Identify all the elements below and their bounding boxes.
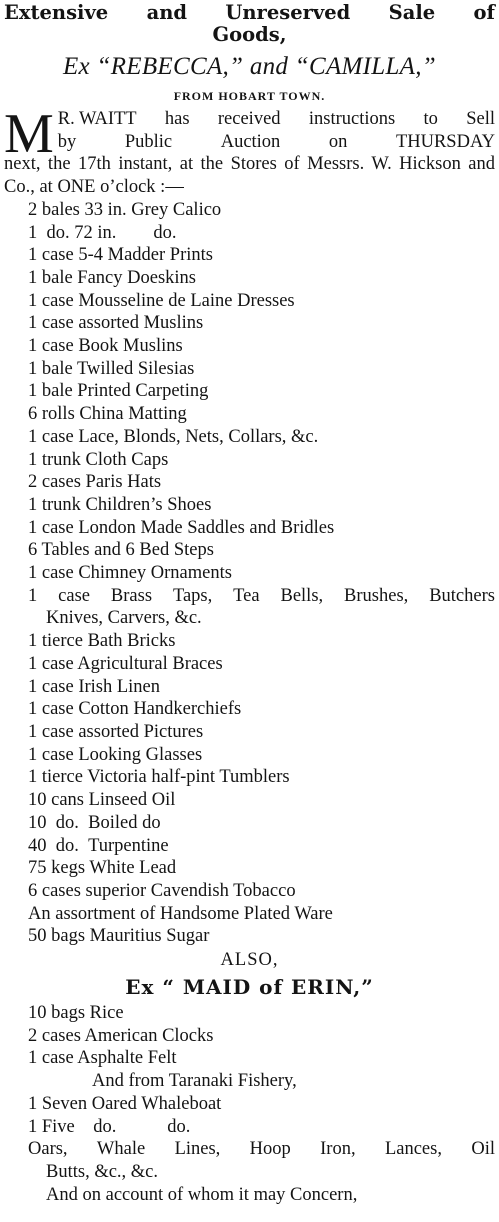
list-item: 2 bales 33 in. Grey Calico — [28, 199, 222, 220]
list-item: 1 case Irish Linen — [28, 676, 161, 697]
list-word: Iron, — [320, 1139, 356, 1160]
heading-line-2: Goods, — [212, 23, 287, 46]
list-item: 1 Seven Oared Whaleboat — [28, 1093, 222, 1114]
list-item: 1 case Cotton Handkerchiefs — [28, 699, 242, 720]
list-item: An assortment of Handsome Plated Ware — [28, 903, 333, 924]
also-heading: ALSO, — [220, 950, 279, 971]
list-item: 1 trunk Children’s Shoes — [28, 494, 212, 515]
intro-word: THURSDAY — [395, 131, 495, 152]
heading-word: Sale — [388, 1, 436, 24]
list-word: Taps, — [172, 585, 213, 606]
list-item: 1 tierce Bath Bricks — [28, 631, 176, 652]
list-item: 1 case Looking Glasses — [28, 744, 203, 765]
heading-line-1 — [4, 2, 495, 24]
list-word: Lines, — [174, 1139, 221, 1160]
goods-list — [4, 199, 495, 585]
list-item-continuation: Butts, &c., &c. — [46, 1161, 159, 1182]
heading-word: Extensive — [4, 1, 109, 24]
list-word: Hoop — [249, 1139, 291, 1160]
list-word: Whale — [96, 1139, 146, 1160]
list-word: 1 — [28, 585, 38, 606]
list-item: 1 case Lace, Blonds, Nets, Collars, &c. — [28, 426, 319, 447]
list-item-brass-taps — [4, 585, 495, 608]
intro-word: received — [217, 109, 281, 129]
list-item: 6 Tables and 6 Bed Steps — [28, 540, 214, 561]
list-word: case — [58, 585, 90, 606]
intro-word: Auction — [220, 131, 281, 152]
list-word: Brushes, — [344, 585, 409, 606]
list-word: Brass — [110, 585, 153, 606]
list-word: Tea — [233, 585, 260, 606]
list-item: 1 bale Fancy Doeskins — [28, 267, 197, 288]
intro-line-1 — [58, 108, 495, 131]
intro-word: has — [164, 109, 190, 129]
heading-word: of — [473, 1, 495, 24]
intro-rest: next, the 17th instant, at the Stores of Messrs. W. Hickson and Co., at ONE o’clock :— — [4, 154, 495, 198]
list-item: 1 bale Printed Carpeting — [28, 381, 209, 402]
list-word: Butchers — [429, 585, 495, 606]
goods-list-3 — [4, 1002, 495, 1070]
list-item: 1 case Mousseline de Laine Dresses — [28, 290, 295, 311]
list-word: Lances, — [384, 1139, 442, 1160]
maid-of-erin-heading: Ex “ MAID of ERIN,” — [125, 975, 374, 1000]
goods-list-2 — [4, 630, 495, 948]
list-word: Oars, — [28, 1139, 68, 1160]
list-item: 1 case Asphalte Felt — [28, 1048, 177, 1069]
drop-cap: M — [4, 103, 54, 165]
list-item: 1 bale Twilled Silesias — [28, 358, 195, 379]
list-item: 10 bags Rice — [28, 1003, 124, 1024]
list-item: 1 case 5-4 Madder Prints — [28, 245, 213, 266]
list-item: 1 case London Made Saddles and Bridles — [28, 517, 335, 538]
list-item: 1 do. 72 in. do. — [28, 222, 177, 243]
intro-word: by — [57, 131, 77, 152]
list-item: 10 do. Boiled do — [28, 812, 161, 833]
list-item: 1 case assorted Muslins — [28, 313, 204, 334]
list-word: Bells, — [280, 585, 324, 606]
intro-word: Public — [124, 131, 173, 152]
intro-word: R. WAITT — [57, 109, 137, 129]
heading-word: Unreserved — [225, 1, 351, 24]
intro-word: Sell — [466, 109, 495, 129]
list-item: 2 cases American Clocks — [28, 1025, 214, 1046]
list-item: 1 case assorted Pictures — [28, 721, 204, 742]
list-item: 50 bags Mauritius Sugar — [28, 926, 210, 947]
intro-word: instructions — [308, 109, 396, 129]
list-item: 2 cases Paris Hats — [28, 472, 162, 493]
list-item: 6 rolls China Matting — [28, 404, 187, 425]
list-item: 1 tierce Victoria half-pint Tumblers — [28, 767, 290, 788]
list-item: 40 do. Turpentine — [28, 835, 169, 856]
intro-word: on — [328, 131, 348, 152]
list-item-continuation: Knives, Carvers, &c. — [46, 608, 202, 629]
concern-line: And on account of whom it may Concern, — [46, 1184, 358, 1205]
from-line: FROM HOBART TOWN. — [173, 89, 326, 103]
list-item: 1 Five do. do. — [28, 1116, 191, 1137]
goods-list-4 — [4, 1093, 495, 1138]
intro-word: to — [423, 109, 438, 129]
list-word: Oil — [471, 1139, 495, 1160]
ship-names-subheading: Ex “REBECCA,” and “CAMILLA,” — [62, 53, 436, 80]
intro-line-2 — [58, 131, 495, 154]
list-item: 1 trunk Cloth Caps — [28, 449, 169, 470]
list-item: 1 case Agricultural Braces — [28, 653, 223, 674]
list-item: 10 cans Linseed Oil — [28, 790, 176, 811]
list-item: 75 kegs White Lead — [28, 858, 177, 879]
list-item: 1 case Book Muslins — [28, 336, 183, 357]
list-item-oars — [4, 1138, 495, 1161]
intro-paragraph — [4, 103, 495, 199]
list-item: 6 cases superior Cavendish Tobacco — [28, 880, 296, 901]
taranaki-line: And from Taranaki Fishery, — [92, 1071, 297, 1092]
list-item: 1 case Chimney Ornaments — [28, 563, 232, 584]
heading-word: and — [146, 1, 188, 24]
